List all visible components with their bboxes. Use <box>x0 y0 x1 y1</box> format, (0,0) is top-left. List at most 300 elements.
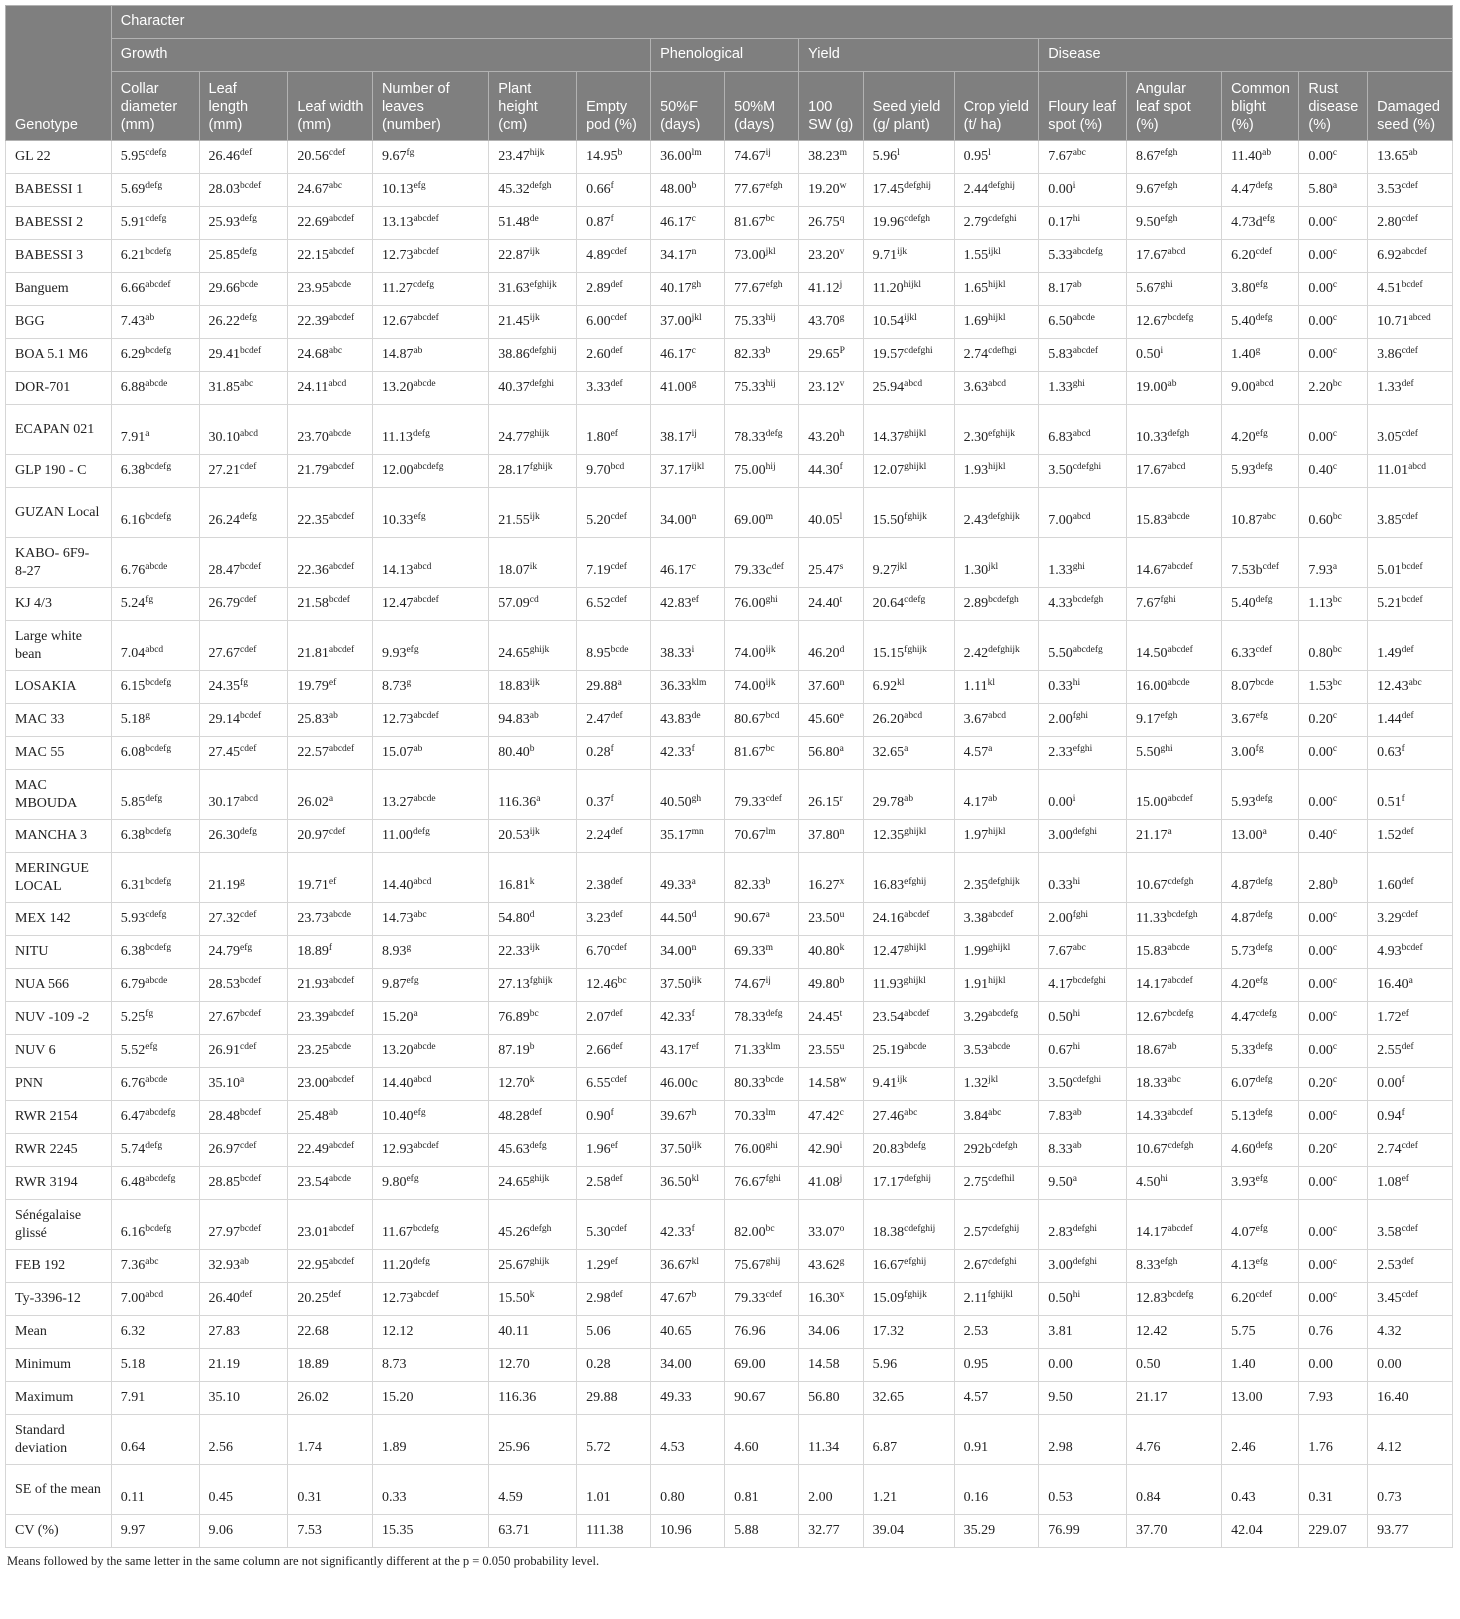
mean-value: 9.67 <box>381 149 407 164</box>
value-cell <box>1039 903 1127 936</box>
cell-value <box>1136 827 1172 845</box>
mean-value: 17.45 <box>872 182 905 197</box>
cell-value <box>873 678 905 696</box>
cell-value <box>498 595 538 613</box>
value-cell <box>954 273 1039 306</box>
mean-value: 31.63 <box>498 281 530 296</box>
value-cell <box>1299 455 1368 488</box>
genotype-cell: MAC MBOUDA <box>6 770 112 820</box>
cell-value <box>1048 794 1075 812</box>
stat-value-cell <box>725 1415 799 1465</box>
significance-letters: bcdefg <box>1167 1290 1194 1300</box>
cell-value <box>964 678 995 696</box>
mean-value: 4.51 <box>1377 281 1402 296</box>
stat-value: 5.88 <box>734 1523 759 1538</box>
genotype-cell: NUA 566 <box>6 969 112 1002</box>
mean-value: 5.50 <box>1135 745 1161 760</box>
value-cell <box>372 240 488 273</box>
value-cell <box>1126 339 1221 372</box>
mean-value: 29.65 <box>808 347 840 362</box>
mean-value: 13.20 <box>381 1043 414 1058</box>
stat-value: 17.32 <box>872 1324 905 1339</box>
significance-letters: efg <box>413 1108 426 1118</box>
significance-letters: gh <box>691 793 702 804</box>
significance-letters: bcdef <box>240 561 262 572</box>
significance-letters: ij <box>765 976 771 986</box>
cell-value <box>964 711 1006 729</box>
cell-value <box>1308 429 1337 447</box>
value-cell <box>1126 306 1221 339</box>
value-cell <box>725 1101 799 1134</box>
significance-letters: bcdefg <box>145 827 172 837</box>
stat-value: 0.53 <box>1048 1489 1073 1505</box>
significance-letters: def <box>610 910 623 920</box>
mean-value: 3.80 <box>1231 281 1256 296</box>
cell-value <box>1231 512 1276 530</box>
table-row <box>6 1002 1453 1035</box>
value-cell <box>372 1002 488 1035</box>
mean-value: 36.33 <box>660 679 692 694</box>
genotype-cell: BABESSI 2 <box>6 207 112 240</box>
significance-letters: abcdef <box>1167 1108 1193 1118</box>
value-cell <box>1039 1101 1127 1134</box>
mean-value: 76.00 <box>734 1142 766 1157</box>
value-cell <box>372 1167 488 1200</box>
stat-value: 6.87 <box>872 1439 898 1455</box>
significance-letters: a <box>1332 181 1338 191</box>
significance-letters: def <box>610 711 623 721</box>
cell-value <box>1231 429 1268 447</box>
value-cell <box>372 1035 488 1068</box>
mean-value: 0.90 <box>586 1109 611 1124</box>
value-cell <box>651 820 725 853</box>
significance-letters: hijkl <box>988 827 1006 837</box>
cell-value <box>121 148 167 166</box>
mean-value: 26.75 <box>808 215 840 230</box>
value-cell <box>1126 1035 1221 1068</box>
value-cell <box>372 1250 488 1283</box>
mean-value: 9.87 <box>381 977 407 992</box>
significance-letters: de <box>691 711 701 721</box>
significance-letters: efg <box>406 976 419 986</box>
cell-value <box>297 214 354 232</box>
significance-letters: abcd <box>904 711 923 721</box>
mean-value: 5.93 <box>1231 463 1256 478</box>
cell-value <box>498 1174 549 1192</box>
mean-value: 23.25 <box>297 1043 329 1058</box>
stat-value: 93.77 <box>1377 1523 1409 1538</box>
cell-value <box>808 711 844 729</box>
mean-value: 19.96 <box>872 215 905 230</box>
cell-value <box>1377 794 1405 812</box>
mean-value: 16.27 <box>808 877 840 893</box>
value-cell <box>1222 853 1299 903</box>
significance-letters: ab <box>1167 1042 1177 1052</box>
significance-letters: abcd <box>904 379 923 389</box>
significance-letters: c <box>1332 1042 1338 1052</box>
cell-value <box>964 1042 1011 1060</box>
cell-value <box>660 247 696 265</box>
cell-value <box>1231 181 1272 199</box>
stat-value: 4.59 <box>498 1489 523 1505</box>
cell-value <box>1136 1042 1176 1060</box>
value-cell <box>1222 141 1299 174</box>
significance-letters: abcde <box>1167 511 1190 522</box>
value-cell <box>1368 1250 1453 1283</box>
significance-letters: cdefg <box>145 148 167 158</box>
mean-value: 7.67 <box>1048 944 1073 959</box>
mean-value: 6.50 <box>1048 314 1073 329</box>
mean-value: 1.13 <box>1308 596 1333 611</box>
cell-value <box>121 1257 159 1275</box>
cell-value <box>297 794 333 812</box>
stat-value-cell <box>954 1515 1039 1548</box>
cell-value <box>964 1257 1017 1275</box>
mean-value: 14.95 <box>586 149 618 164</box>
stat-value: 0.76 <box>1308 1324 1333 1339</box>
cell-value <box>1231 1224 1268 1242</box>
cell-value <box>121 744 171 762</box>
significance-letters: efg <box>413 181 426 191</box>
table-footnote: Means followed by the same letter in the same column are not significantly different at the p = 0.050 probability level. <box>7 1554 600 1568</box>
mean-value: 8.73 <box>381 679 407 694</box>
significance-letters: ab <box>413 346 423 356</box>
significance-letters: abcdef <box>1072 346 1099 356</box>
significance-letters: cdefgh <box>1167 1141 1194 1151</box>
cell-value <box>1136 1224 1193 1242</box>
mean-value: 74.67 <box>734 977 766 992</box>
cell-value <box>297 1224 354 1242</box>
mean-value: 9.41 <box>872 1076 898 1091</box>
significance-letters: defg <box>1255 1075 1273 1085</box>
significance-letters: bc <box>765 214 775 224</box>
mean-value: 7.19 <box>586 562 611 578</box>
significance-letters: g <box>839 313 845 323</box>
cell-value <box>734 1042 780 1060</box>
mean-value: 77.67 <box>734 281 766 296</box>
significance-letters: abc <box>240 379 254 389</box>
value-cell <box>577 903 651 936</box>
mean-value: 26.91 <box>208 1043 241 1058</box>
mean-value: 2.74 <box>1377 1142 1402 1157</box>
mean-value: 32.93 <box>208 1258 241 1273</box>
value-cell <box>1222 339 1299 372</box>
mean-value: 2.42 <box>963 645 989 661</box>
value-cell <box>725 240 799 273</box>
value-cell <box>1126 1134 1221 1167</box>
column-header: Floury leaf spot (%) <box>1039 72 1127 141</box>
stat-value-cell <box>288 1415 373 1465</box>
stat-value: 0.33 <box>381 1489 407 1505</box>
cell-value <box>498 711 538 729</box>
value-cell <box>863 1283 954 1316</box>
genotype-cell: BOA 5.1 M6 <box>6 339 112 372</box>
cell-value <box>1231 678 1273 696</box>
column-header: Leaf width (mm) <box>288 72 373 141</box>
cell-value <box>964 645 1020 663</box>
significance-letters: k <box>529 876 535 887</box>
stat-value-cell <box>1126 1515 1221 1548</box>
mean-value: 5.33 <box>1231 1043 1256 1058</box>
cell-value <box>1308 877 1337 895</box>
value-cell <box>1222 174 1299 207</box>
cell-value <box>808 462 843 480</box>
mean-value: 27.45 <box>208 745 241 760</box>
significance-letters: abc <box>1072 943 1086 953</box>
significance-letters: fg <box>240 678 248 688</box>
cell-value <box>498 943 540 961</box>
significance-letters: def <box>529 1108 542 1118</box>
significance-letters: cdefghi <box>904 346 933 356</box>
table-row <box>6 936 1453 969</box>
mean-value: 4.20 <box>1231 429 1256 445</box>
significance-letters: f <box>610 1108 614 1118</box>
stat-value-cell <box>1222 1316 1299 1349</box>
genotype-cell: ECAPAN 021 <box>6 405 112 455</box>
value-cell <box>1299 969 1368 1002</box>
mean-value: 25.83 <box>297 712 329 727</box>
cell-value <box>586 1290 623 1308</box>
value-cell <box>1126 455 1221 488</box>
cell-value <box>1308 1257 1337 1275</box>
value-cell <box>799 455 864 488</box>
significance-letters: abcde <box>145 561 168 572</box>
genotype-cell: MAC 55 <box>6 737 112 770</box>
value-cell <box>199 1283 288 1316</box>
mean-value: 29.78 <box>872 794 905 810</box>
column-header: 50%M (days) <box>725 72 799 141</box>
cell-value <box>1231 595 1272 613</box>
cell-value <box>498 512 540 530</box>
cell-value <box>1377 1009 1409 1027</box>
mean-value: 20.25 <box>297 1291 329 1306</box>
value-cell <box>1222 1200 1299 1250</box>
mean-value: 10.33 <box>381 512 414 528</box>
value-cell <box>1222 372 1299 405</box>
value-cell <box>954 240 1039 273</box>
mean-value: 70.33 <box>734 1109 766 1124</box>
value-cell <box>954 770 1039 820</box>
significance-letters: r <box>839 793 843 804</box>
significance-letters: bcdef <box>240 976 262 986</box>
stat-value: 2.56 <box>208 1439 234 1455</box>
value-cell <box>954 1068 1039 1101</box>
mean-value: 25.94 <box>872 380 905 395</box>
value-cell <box>577 621 651 671</box>
value-cell <box>1039 174 1127 207</box>
cell-value <box>1308 214 1337 232</box>
significance-letters: e <box>839 711 844 721</box>
cell-value <box>297 744 354 762</box>
mean-value: 5.74 <box>120 1142 146 1157</box>
significance-letters: ijk <box>691 1141 702 1151</box>
mean-value: 71.33 <box>734 1043 766 1058</box>
significance-letters: abc <box>328 181 343 191</box>
cell-value <box>808 562 843 580</box>
significance-letters: abcdef <box>145 280 171 290</box>
stat-value-cell <box>1368 1415 1453 1465</box>
stat-value-cell <box>288 1515 373 1548</box>
value-cell <box>372 969 488 1002</box>
value-cell <box>725 737 799 770</box>
significance-letters: defg <box>1255 1108 1273 1118</box>
table-row <box>6 488 1453 538</box>
cell-value <box>734 827 776 845</box>
value-cell <box>372 455 488 488</box>
cell-value <box>297 910 351 928</box>
mean-value: 28.85 <box>208 1175 241 1190</box>
value-cell <box>577 405 651 455</box>
significance-letters: def <box>1401 379 1414 389</box>
significance-letters: n <box>691 511 697 522</box>
stat-value: 49.33 <box>660 1390 692 1405</box>
significance-letters: defghij <box>988 181 1016 191</box>
mean-value: 26.79 <box>208 596 241 611</box>
cell-value <box>1048 181 1075 199</box>
mean-value: 80.67 <box>734 712 766 727</box>
mean-value: 22.87 <box>498 248 530 263</box>
mean-value: 40.37 <box>498 380 530 395</box>
value-cell <box>725 1167 799 1200</box>
value-cell <box>489 737 577 770</box>
value-cell <box>725 853 799 903</box>
significance-letters: ijk <box>529 511 540 522</box>
cell-value <box>121 827 171 845</box>
significance-letters: n <box>839 678 845 688</box>
value-cell <box>863 1250 954 1283</box>
mean-value: 31.85 <box>208 380 241 395</box>
significance-letters: f <box>1401 744 1405 754</box>
cell-value <box>808 595 842 613</box>
value-cell <box>799 1002 864 1035</box>
stat-value-cell <box>111 1515 199 1548</box>
genotype-cell: GLP 190 - C <box>6 455 112 488</box>
mean-value: 7.04 <box>120 645 146 661</box>
cell-value <box>1048 1042 1080 1060</box>
mean-value: 13.27 <box>381 794 414 810</box>
cell-value <box>1231 247 1272 265</box>
cell-value <box>498 910 534 928</box>
genotype-cell: BABESSI 3 <box>6 240 112 273</box>
stat-value-cell <box>199 1415 288 1465</box>
cell-value <box>660 1009 695 1027</box>
cell-value <box>209 181 262 199</box>
cell-value <box>586 280 623 298</box>
mean-value: 36.50 <box>660 1175 692 1190</box>
cell-value <box>586 1108 614 1126</box>
significance-letters: abcdef <box>1167 1223 1193 1234</box>
stat-value-cell <box>799 1465 864 1515</box>
stat-value: 16.40 <box>1377 1390 1409 1405</box>
significance-letters: ghijkl <box>903 976 926 986</box>
stat-value-cell <box>111 1465 199 1515</box>
cell-value <box>586 181 614 199</box>
significance-letters: abcdefg <box>1072 247 1103 257</box>
value-cell <box>1126 1250 1221 1283</box>
genotype-cell: BABESSI 1 <box>6 174 112 207</box>
cell-value <box>964 512 1020 530</box>
mean-value: 51.48 <box>498 215 530 230</box>
mean-value: 2.35 <box>963 877 989 893</box>
stat-value-cell <box>725 1465 799 1515</box>
cell-value <box>498 181 551 199</box>
significance-letters: m <box>765 943 774 953</box>
significance-letters: abcde <box>1167 678 1190 688</box>
value-cell <box>1126 1167 1221 1200</box>
cell-value <box>586 1009 623 1027</box>
value-cell <box>863 141 954 174</box>
mean-value: 25.48 <box>297 1109 329 1124</box>
stat-value-cell <box>1368 1316 1453 1349</box>
significance-letters: efg <box>1255 428 1268 439</box>
value-cell <box>199 1068 288 1101</box>
mean-value: 18.33 <box>1135 1076 1168 1091</box>
significance-letters: f <box>1401 1108 1405 1118</box>
cell-value <box>1048 1009 1080 1027</box>
mean-value: 0.40 <box>1308 828 1333 843</box>
value-cell <box>199 770 288 820</box>
value-cell <box>199 488 288 538</box>
mean-value: 1.91 <box>963 977 989 992</box>
significance-letters: defg <box>240 313 257 323</box>
significance-letters: f <box>691 1223 695 1234</box>
cell-value <box>382 1042 436 1060</box>
cell-value <box>660 678 706 696</box>
cell-value <box>209 1290 253 1308</box>
mean-value: 3.05 <box>1377 429 1402 445</box>
mean-value: 18.83 <box>498 679 530 694</box>
value-cell <box>577 488 651 538</box>
stat-value: 0.73 <box>1377 1489 1402 1505</box>
value-cell <box>863 853 954 903</box>
cell-value <box>1231 1108 1272 1126</box>
value-cell <box>799 588 864 621</box>
cell-value <box>209 711 262 729</box>
mean-value: 41.12 <box>808 281 840 296</box>
significance-letters: bcdef <box>328 595 350 605</box>
value-cell <box>199 588 288 621</box>
mean-value: 11.33 <box>1135 911 1167 926</box>
mean-value: 5.25 <box>120 1010 146 1025</box>
mean-value: 16.67 <box>872 1258 905 1273</box>
mean-value: 2.60 <box>586 347 611 362</box>
mean-value: 34.00 <box>660 512 692 528</box>
mean-value: 2.89 <box>586 281 611 296</box>
mean-value: 9.70 <box>586 463 611 478</box>
stat-value: 0.80 <box>660 1489 685 1505</box>
significance-letters: bcde <box>610 644 629 655</box>
significance-letters: cdef <box>1401 1290 1418 1300</box>
mean-value: 18.67 <box>1135 1043 1168 1058</box>
cell-value <box>808 827 844 845</box>
significance-letters: fghi <box>1072 910 1089 920</box>
cell-value <box>297 645 354 663</box>
cell-value <box>964 1009 1019 1027</box>
value-cell <box>1126 704 1221 737</box>
significance-letters: abcdef <box>413 595 439 605</box>
significance-letters: j <box>839 280 843 290</box>
significance-letters: efg <box>406 644 419 655</box>
significance-letters: abc <box>1072 148 1086 158</box>
value-cell <box>1299 339 1368 372</box>
mean-value: 43.20 <box>808 429 840 445</box>
cell-value <box>209 214 257 232</box>
significance-letters: abcd <box>988 711 1007 721</box>
significance-letters: efghij <box>904 876 927 887</box>
mean-value: 35.10 <box>208 1076 241 1091</box>
cell-value <box>873 429 927 447</box>
value-cell <box>489 538 577 588</box>
